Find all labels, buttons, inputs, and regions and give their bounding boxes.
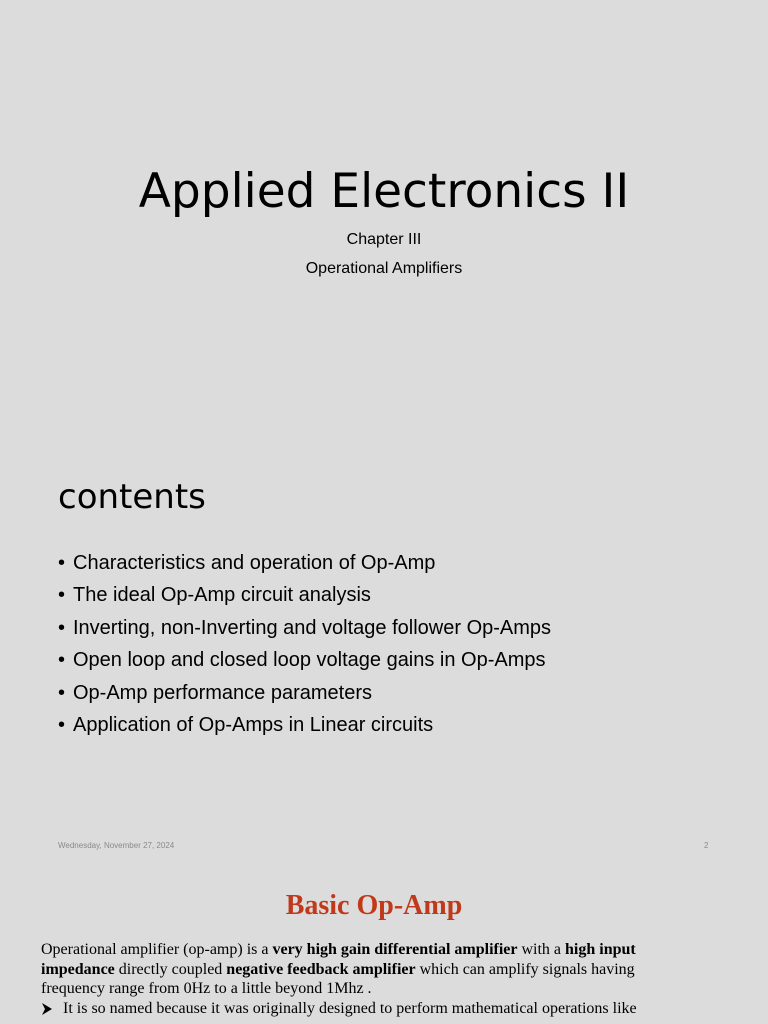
bullet-text: It is so named because it was originally designed to perform mathematical operations like xyxy=(63,1000,637,1017)
contents-item xyxy=(58,677,551,709)
contents-item xyxy=(58,547,551,579)
contents-item-text: Inverting, non-Inverting and voltage follower Op-Amps xyxy=(73,616,552,639)
title-slide xyxy=(0,0,768,430)
contents-item-text: Application of Op-Amps in Linear circuits xyxy=(73,713,434,736)
paragraph-text: with a xyxy=(517,941,566,958)
paragraph-text: which can amplify signals having frequency range from 0Hz to a little beyond 1Mhz . xyxy=(41,960,635,997)
footer-date: Wednesday, November 27, 2024 xyxy=(58,841,175,850)
bullet-dot-icon: • xyxy=(58,713,66,736)
basic-opamp-slide xyxy=(0,860,768,1024)
bullet-dot-icon: • xyxy=(58,681,66,704)
contents-slide xyxy=(0,430,768,860)
bullet-dot-icon: • xyxy=(58,584,66,607)
paragraph-text: directly coupled xyxy=(114,960,227,978)
contents-item-text: Open loop and closed loop voltage gains in Op-Amps xyxy=(73,649,546,672)
arrow-bullet-icon xyxy=(41,999,63,1022)
contents-item-text: Op-Amp performance parameters xyxy=(73,681,373,704)
contents-heading: contents xyxy=(58,477,206,517)
contents-item-text: Characteristics and operation of Op-Amp xyxy=(73,552,436,574)
bullet-dot-icon: • xyxy=(58,649,66,672)
paragraph-text: Operational amplifier (op-amp) is a xyxy=(41,941,273,958)
page-number: 2 xyxy=(704,841,709,850)
emphasis-text: very high gain differential amplifier xyxy=(272,941,518,958)
bullet-dot-icon: • xyxy=(58,616,66,639)
contents-item xyxy=(58,579,551,611)
emphasis-text: high input impedance xyxy=(41,941,636,978)
emphasis-text: negative feedback amplifier xyxy=(226,960,416,978)
contents-item-text: The ideal Op-Amp circuit analysis xyxy=(73,584,371,607)
chapter-label: Chapter III xyxy=(346,231,422,248)
bullet-point xyxy=(41,999,656,1022)
contents-item xyxy=(58,644,551,676)
contents-item xyxy=(58,709,551,741)
slide-title: Basic Op-Amp xyxy=(285,890,463,921)
definition-paragraph xyxy=(41,940,656,999)
presentation-title: Applied Electronics II xyxy=(138,164,630,219)
contents-item xyxy=(58,612,551,644)
chapter-topic: Operational Amplifiers xyxy=(305,260,463,277)
bullet-dot-icon: • xyxy=(58,552,66,574)
contents-list xyxy=(58,547,551,741)
